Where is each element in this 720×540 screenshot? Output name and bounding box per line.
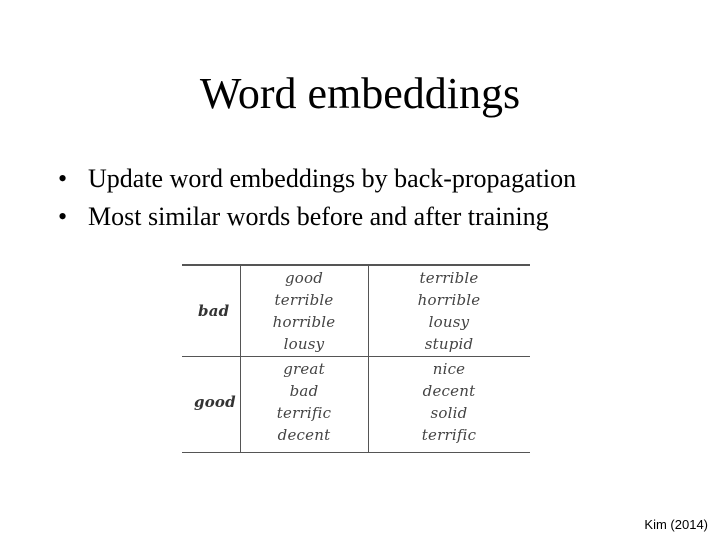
bullet-list — [58, 164, 576, 240]
after-word: decent — [422, 382, 476, 400]
after-word: terrific — [421, 426, 477, 444]
before-word: horrible — [272, 313, 336, 331]
citation: Kim (2014) — [644, 517, 708, 532]
table-middle-rule — [182, 356, 530, 357]
before-word: terrible — [274, 291, 334, 309]
after-word: terrible — [419, 269, 479, 287]
bullet-item — [58, 202, 576, 240]
table-bottom-rule — [182, 452, 530, 453]
before-word: good — [284, 269, 324, 287]
bullet-glyph: • — [58, 164, 68, 193]
before-word: terrific — [276, 404, 332, 422]
after-word: solid — [430, 404, 468, 422]
bullet-text: Update word embeddings by back-propagation — [88, 164, 577, 193]
bullet-item — [58, 164, 576, 202]
after-word: horrible — [417, 291, 481, 309]
before-word: lousy — [283, 335, 325, 353]
query-word: bad — [198, 302, 230, 320]
before-word: great — [283, 360, 325, 378]
column-divider-2 — [368, 264, 369, 453]
slide-title: Word embeddings — [199, 69, 521, 118]
bullet-glyph: • — [58, 202, 68, 231]
before-word: decent — [277, 426, 331, 444]
after-word: stupid — [424, 335, 474, 353]
after-word: lousy — [428, 313, 470, 331]
before-word: bad — [289, 382, 319, 400]
bullet-text: Most similar words before and after training — [88, 202, 549, 231]
column-divider-1 — [240, 264, 241, 453]
after-word: nice — [432, 360, 466, 378]
query-word: good — [194, 393, 236, 411]
similar-words-table — [182, 264, 530, 454]
table-top-rule — [182, 264, 530, 266]
